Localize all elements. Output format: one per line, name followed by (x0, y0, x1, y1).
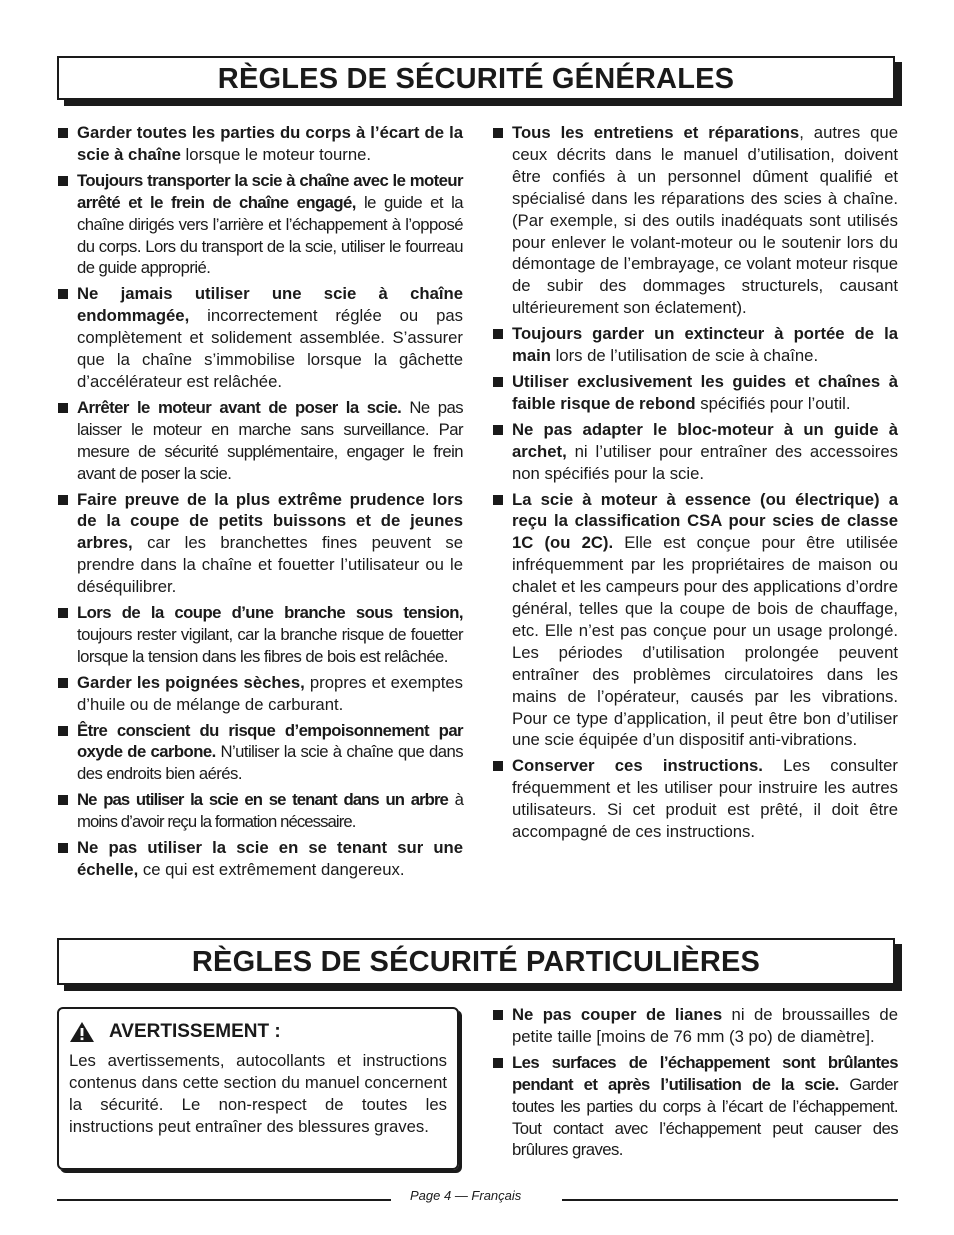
warning-header (69, 1021, 447, 1043)
rule-text: le guide et la chaîne dirigés vers l’arrière et l’échappement à l’opposé du corps. Lors du transport de la scie, utiliser le fourreau de guide approprié. (77, 192, 463, 278)
section-title-specific-rules: RÈGLES DE SÉCURITÉ PARTICULIÈRES (57, 938, 895, 985)
rule-bold: Ne jamais utiliser une scie à chaîne endommagée, (77, 284, 463, 326)
rule-text: Les consulter fréquemment et les utiliser pour instruire les autres utilisateurs. Si cet produit est prêté, il doit être accompagné de ces instructions. (512, 756, 898, 842)
bullet-square-icon (58, 608, 68, 618)
list-item (57, 837, 463, 881)
list-item (57, 672, 463, 716)
specific-rules-column (492, 1004, 898, 1165)
footer-rule-left (57, 1199, 391, 1201)
warning-text: Les avertissements, autocollants et instructions contenus dans cette section du manuel concernent la sécurité. Le non-respect de toutes les instructions peut entraîner des blessures graves. (69, 1051, 447, 1136)
rule-bold: Ne pas couper de lianes (512, 1005, 723, 1024)
rule-bold: Tous les entretiens et réparations (512, 123, 800, 142)
rule-bold: La scie à moteur à essence (ou électrique) a reçu la classification CSA pour scies de classe 1C (ou 2C). (512, 489, 898, 553)
rule-text: lorsque le moteur tourne. (180, 144, 372, 164)
rule-bold: Faire preuve de la plus extrême prudence lors de la coupe de petits buissons et de jeunes arbres, (77, 489, 463, 553)
rule-text: lors de l’utilisation de scie à chaîne. (550, 346, 819, 366)
bullet-square-icon (493, 128, 503, 138)
rule-text: N’utiliser la scie à chaîne que dans des endroits bien aérés. (77, 742, 463, 784)
list-item (492, 323, 898, 367)
bullet-square-icon (58, 176, 68, 186)
rule-bold: Ne pas adapter le bloc-moteur à un guide à archet, (512, 419, 898, 461)
list-item (57, 489, 463, 599)
rule-text: ni de broussailles de petite taille [moins de 76 mm (3 po) de diamètre]. (512, 1005, 898, 1046)
footer-rule-right (562, 1199, 898, 1201)
bullet-square-icon (58, 843, 68, 853)
list-item (57, 170, 463, 280)
list-item (57, 283, 463, 393)
rule-bold: Garder toutes les parties du corps à l’écart de la scie à chaîne (77, 123, 463, 164)
page-footer (57, 1188, 898, 1204)
rule-text: Ne pas laisser le moteur en marche sans surveillance. Par mesure de sécurité supplémentaire, engager le frein avant de poser la scie. (77, 397, 463, 483)
warning-box (57, 1007, 459, 1170)
rule-text: spécifiés pour l’outil. (695, 393, 851, 413)
rule-text: Garder toutes les parties du corps à l’écart de l’échappement. Tout contact avec l’échappement peut causer des brûlures graves. (512, 1074, 898, 1160)
rule-bold: Les surfaces de l’échappement sont brûlantes pendant et après l’utilisation de la scie. (512, 1052, 898, 1094)
list-item (492, 371, 898, 415)
bullet-square-icon (493, 1010, 503, 1020)
rule-text: propres et exemptes d’huile ou de mélange de carburant. (77, 672, 463, 714)
list-item (57, 720, 463, 786)
bullet-square-icon (58, 403, 68, 413)
list-item (492, 489, 898, 752)
rule-text: toujours rester vigilant, car la branche risque de fouetter lorsque la tension dans les fibres de bois est relâchée. (77, 624, 463, 666)
rule-bold: Ne pas utiliser la scie en se tenant sur une échelle, (77, 838, 463, 879)
list-item (492, 1004, 898, 1048)
bullet-square-icon (493, 425, 503, 435)
rule-bold: Toujours transporter la scie à chaîne avec le moteur arrêté et le frein de chaîne engagé, (77, 170, 463, 212)
bullet-square-icon (58, 128, 68, 138)
list-item (57, 602, 463, 668)
page-number: Page 4 — Français (410, 1188, 522, 1203)
list-item (492, 419, 898, 485)
rule-text: ni l’utiliser pour entraîner des accessoires non spécifiés pour la scie. (512, 441, 898, 483)
bullet-square-icon (58, 726, 68, 736)
list-item (492, 122, 898, 319)
bullet-square-icon (58, 495, 68, 505)
warning-triangle-icon (69, 1021, 95, 1043)
list-item (492, 1052, 898, 1162)
rule-bold: Être conscient du risque d’empoisonnement par oxyde de carbone. (77, 720, 463, 762)
bullet-square-icon (58, 289, 68, 299)
rule-bold: Conserver ces instructions. (512, 756, 763, 776)
bullet-square-icon (493, 1058, 503, 1068)
list-item (57, 397, 463, 485)
bullet-square-icon (493, 377, 503, 387)
bullet-square-icon (493, 761, 503, 771)
rule-bold: Utiliser exclusivement les guides et chaînes à faible risque de rebond (512, 371, 898, 413)
rule-text: incorrectement réglée ou pas complètement et solidement assemblée. S’assurer que la chaîne s’immobilise lorsque la gâchette d’accélérateur est relâchée. (77, 306, 463, 391)
list-item (57, 789, 463, 833)
rule-bold: Toujours garder un extincteur à portée de la main (512, 324, 898, 366)
rule-text: ce qui est extrêmement dangereux. (138, 860, 405, 879)
general-rules-left-column (57, 122, 463, 885)
section-title-general-rules: RÈGLES DE SÉCURITÉ GÉNÉRALES (57, 56, 895, 100)
bullet-square-icon (58, 795, 68, 805)
rule-text: à moins d’avoir reçu la formation nécessaire. (77, 790, 463, 832)
bullet-square-icon (493, 329, 503, 339)
rule-bold: Ne pas utiliser la scie en se tenant dans un arbre (77, 790, 448, 810)
list-item (492, 755, 898, 843)
rule-bold: Lors de la coupe d’une branche sous tension, (77, 603, 463, 623)
rule-bold: Arrêter le moteur avant de poser la scie. (77, 397, 402, 417)
general-rules-right-column (492, 122, 898, 847)
rule-text: , autres que ceux décrits dans le manuel d’utilisation, doivent être confiés à un personnel dûment qualifié et spécialisé dans les réparations des scies à chaîne. (Par exemple, si des outils inadéquats sont utilisés pour enlever le volant-moteur ou le soutenir lors du démontage de l’embrayage, ce volant moteur risque de subir des dommages structurels, causant ultérieurement son éclatement). (512, 123, 898, 318)
rule-text: car les branchettes fines peuvent se prendre dans la chaîne et fouetter l’utilisateur ou le déséquilibrer. (77, 533, 463, 597)
bullet-square-icon (493, 495, 503, 505)
rule-bold: Garder les poignées sèches, (77, 672, 305, 692)
list-item (57, 122, 463, 166)
rule-text: Elle est conçue pour être utilisée infréquemment par les propriétaires de maison ou chalet et les campeurs pour des applications d’ordre général, telles que la coupe de bois de chauffage, etc. Elle n’est pas conçue pour un usage prolongé. Les périodes d’utilisation prolongée peuvent entraîner des problèmes circulatoires dans les mains de l’opérateur, causés par les vibrations. Pour ce type d’application, il peut être bon d’utiliser une scie équipée d’un dispositif anti-vibrations. (512, 533, 898, 750)
warning-title: AVERTISSEMENT : (109, 1021, 281, 1042)
bullet-square-icon (58, 678, 68, 688)
